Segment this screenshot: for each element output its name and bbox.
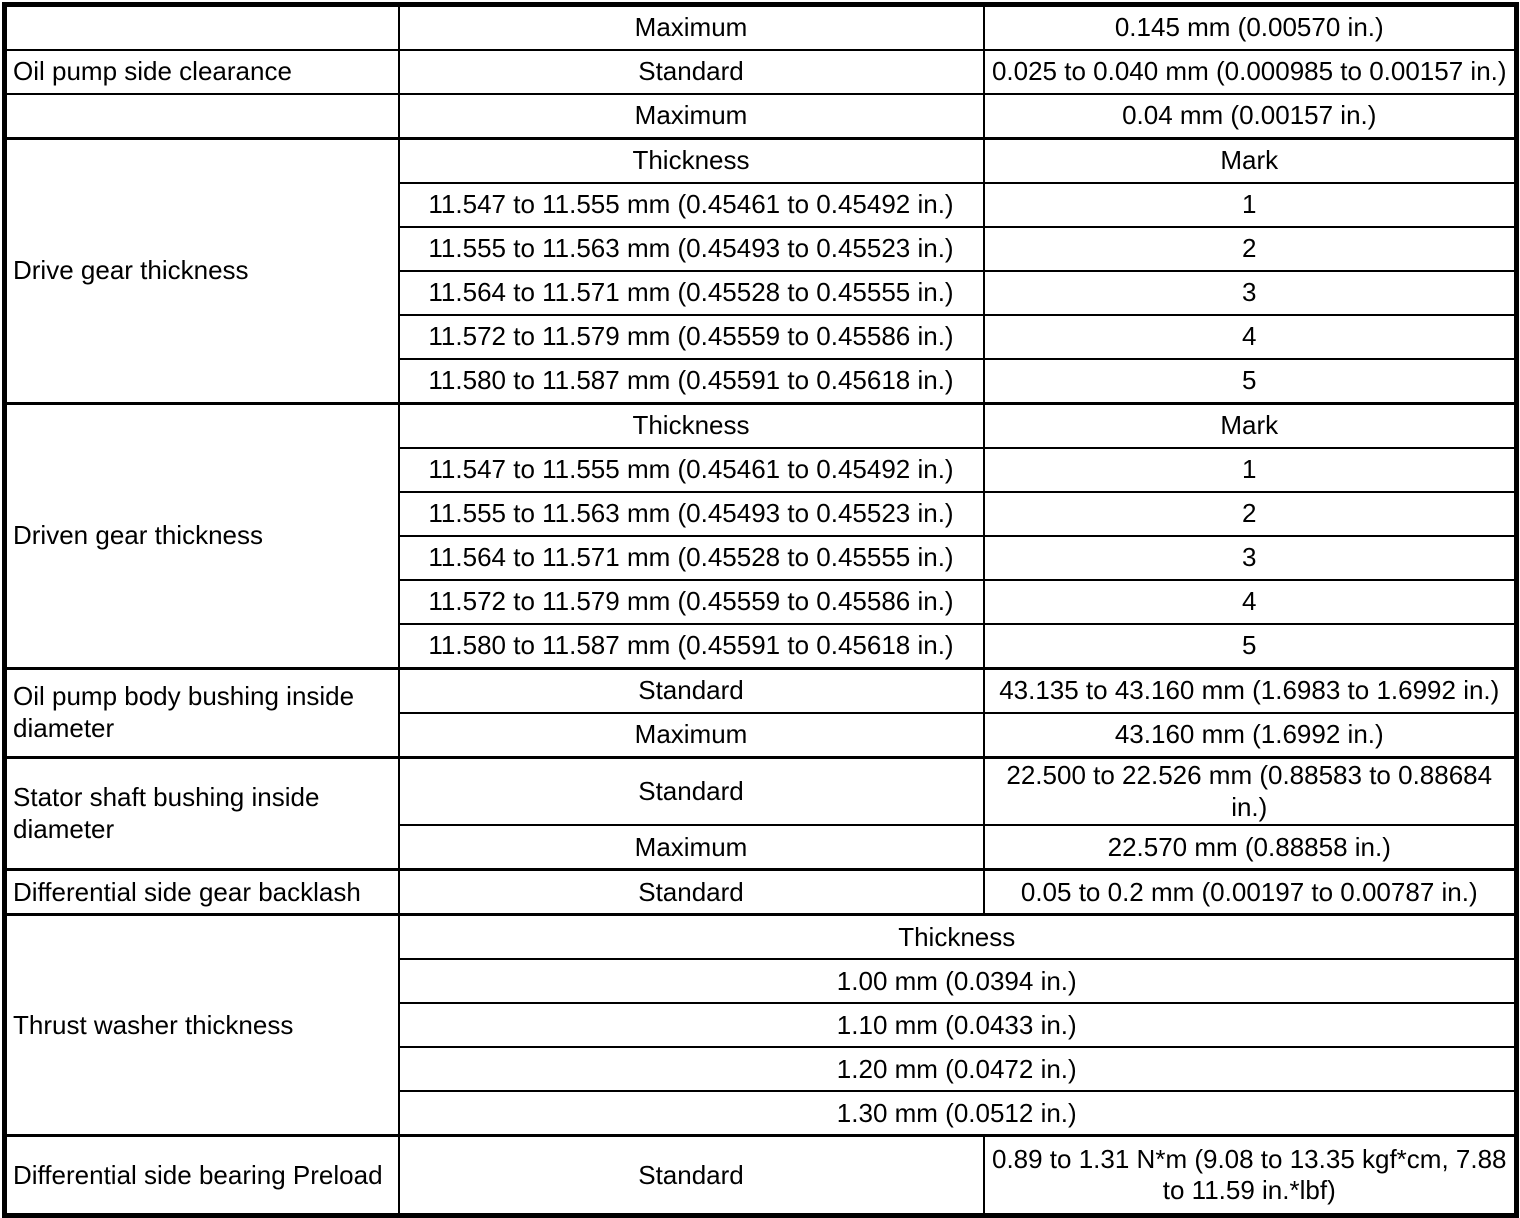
mark-value-cell: 2	[984, 227, 1517, 271]
param-cell	[5, 94, 399, 139]
thickness-value-cell: 11.580 to 11.587 mm (0.45591 to 0.45618 in.)	[399, 624, 984, 669]
spec-type-cell: Maximum	[399, 94, 984, 139]
param-cell: Differential side gear backlash	[5, 870, 399, 915]
spec-type-cell: Maximum	[399, 713, 984, 758]
param-cell: Differential side bearing Preload	[5, 1136, 399, 1216]
param-cell: Oil pump side clearance	[5, 50, 399, 94]
mark-header-cell: Mark	[984, 404, 1517, 449]
thickness-header-cell: Thickness	[399, 139, 984, 184]
mark-value-cell: 3	[984, 271, 1517, 315]
mark-value-cell: 1	[984, 183, 1517, 227]
thickness-value-cell: 11.564 to 11.571 mm (0.45528 to 0.45555 in.)	[399, 536, 984, 580]
param-cell: Drive gear thickness	[5, 139, 399, 404]
thickness-value-cell: 11.547 to 11.555 mm (0.45461 to 0.45492 in.)	[399, 448, 984, 492]
param-cell: Oil pump body bushing inside diameter	[5, 669, 399, 758]
spec-value-cell: 43.135 to 43.160 mm (1.6983 to 1.6992 in.)	[984, 669, 1517, 714]
table-row	[5, 404, 1517, 449]
thickness-value-cell: 11.555 to 11.563 mm (0.45493 to 0.45523 in.)	[399, 492, 984, 536]
thickness-header-cell: Thickness	[399, 404, 984, 449]
table-row	[5, 870, 1517, 915]
table-row	[5, 1136, 1517, 1216]
table-row	[5, 915, 1517, 960]
spec-value-cell: 0.89 to 1.31 N*m (9.08 to 13.35 kgf*cm, 7.88 to 11.59 in.*lbf)	[984, 1136, 1517, 1216]
spec-type-cell: Standard	[399, 669, 984, 714]
spec-type-cell: Standard	[399, 870, 984, 915]
spec-type-cell: Maximum	[399, 5, 984, 51]
mark-value-cell: 2	[984, 492, 1517, 536]
spec-value-cell: 22.500 to 22.526 mm (0.88583 to 0.88684 in.)	[984, 758, 1517, 826]
table-row	[5, 669, 1517, 714]
spec-type-cell: Maximum	[399, 825, 984, 870]
mark-value-cell: 4	[984, 580, 1517, 624]
thickness-value-cell: 1.00 mm (0.0394 in.)	[399, 959, 1517, 1003]
mark-value-cell: 5	[984, 359, 1517, 404]
thickness-value-cell: 11.572 to 11.579 mm (0.45559 to 0.45586 in.)	[399, 315, 984, 359]
thickness-value-cell: 1.20 mm (0.0472 in.)	[399, 1047, 1517, 1091]
mark-value-cell: 1	[984, 448, 1517, 492]
param-cell: Thrust washer thickness	[5, 915, 399, 1136]
thickness-value-cell: 11.572 to 11.579 mm (0.45559 to 0.45586 in.)	[399, 580, 984, 624]
table-row	[5, 5, 1517, 51]
spec-type-cell: Standard	[399, 50, 984, 94]
thickness-value-cell: 11.564 to 11.571 mm (0.45528 to 0.45555 in.)	[399, 271, 984, 315]
param-cell: Driven gear thickness	[5, 404, 399, 669]
table-row	[5, 94, 1517, 139]
spec-value-cell: 0.025 to 0.040 mm (0.000985 to 0.00157 in.)	[984, 50, 1517, 94]
param-cell	[5, 5, 399, 51]
mark-value-cell: 3	[984, 536, 1517, 580]
mark-value-cell: 5	[984, 624, 1517, 669]
spec-value-cell: 0.04 mm (0.00157 in.)	[984, 94, 1517, 139]
spec-value-cell: 43.160 mm (1.6992 in.)	[984, 713, 1517, 758]
thickness-header-cell: Thickness	[399, 915, 1517, 960]
table-row	[5, 50, 1517, 94]
param-cell: Stator shaft bushing inside diameter	[5, 758, 399, 870]
mark-header-cell: Mark	[984, 139, 1517, 184]
thickness-value-cell: 1.30 mm (0.0512 in.)	[399, 1091, 1517, 1136]
mark-value-cell: 4	[984, 315, 1517, 359]
spec-table	[2, 2, 1519, 1218]
thickness-value-cell: 11.580 to 11.587 mm (0.45591 to 0.45618 in.)	[399, 359, 984, 404]
thickness-value-cell: 11.547 to 11.555 mm (0.45461 to 0.45492 in.)	[399, 183, 984, 227]
table-row	[5, 758, 1517, 826]
spec-type-cell: Standard	[399, 1136, 984, 1216]
table-row	[5, 139, 1517, 184]
spec-value-cell: 22.570 mm (0.88858 in.)	[984, 825, 1517, 870]
thickness-value-cell: 11.555 to 11.563 mm (0.45493 to 0.45523 in.)	[399, 227, 984, 271]
spec-value-cell: 0.05 to 0.2 mm (0.00197 to 0.00787 in.)	[984, 870, 1517, 915]
spec-value-cell: 0.145 mm (0.00570 in.)	[984, 5, 1517, 51]
spec-type-cell: Standard	[399, 758, 984, 826]
thickness-value-cell: 1.10 mm (0.0433 in.)	[399, 1003, 1517, 1047]
